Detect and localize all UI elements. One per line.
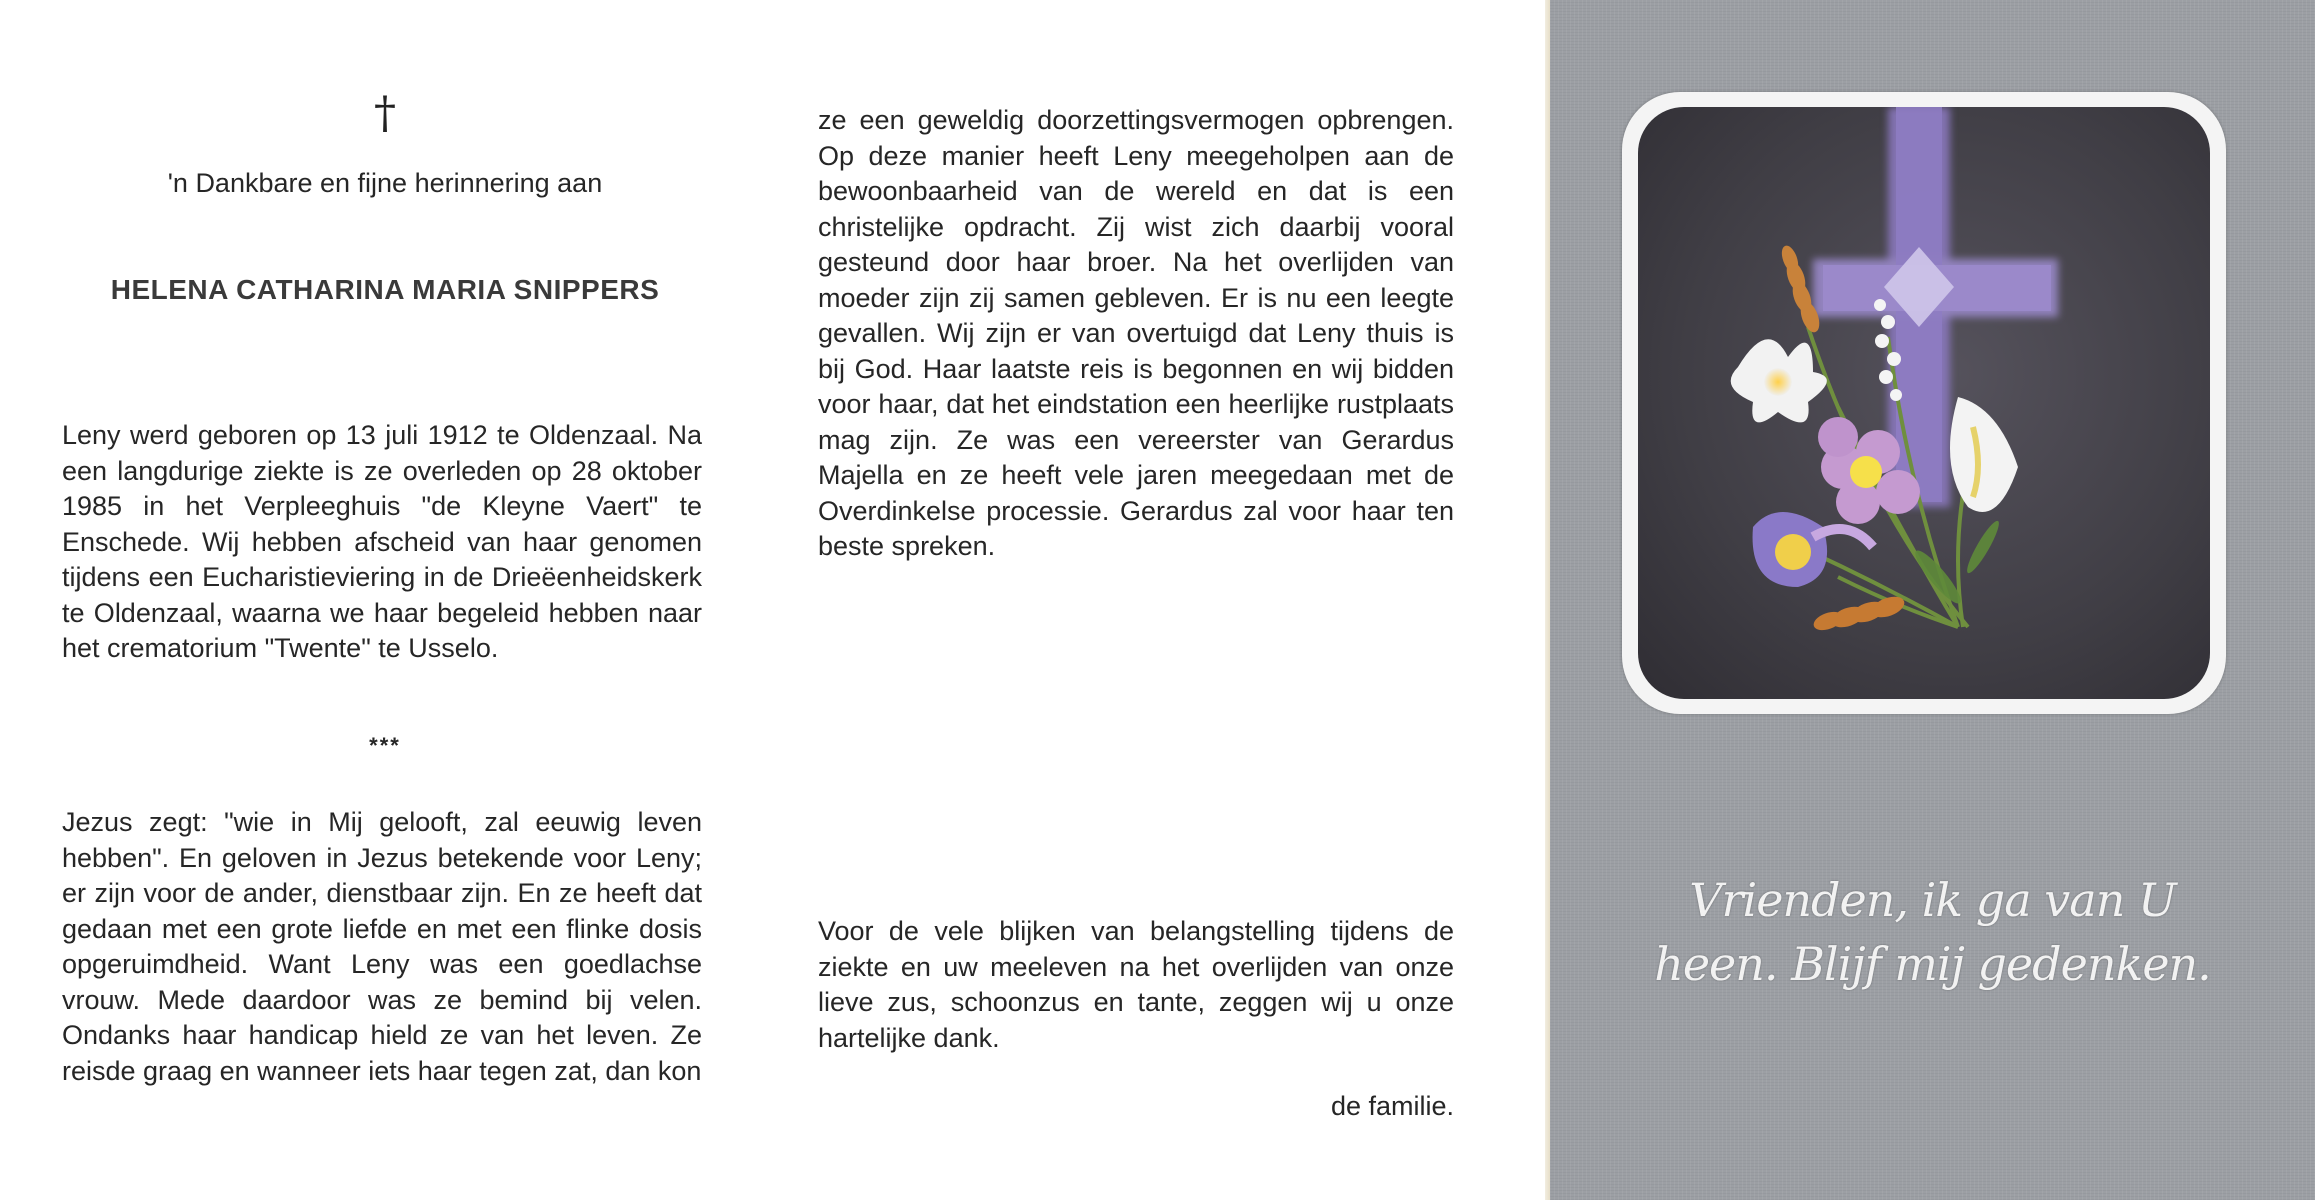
verse-line-1: Vrienden, ik ga van U (1689, 873, 2176, 927)
biography-paragraph: Leny werd geboren op 13 juli 1912 te Oldenzaal. Na een langdurige ziekte is ze overleden op 28 oktober 1985 in het Verpleeghuis "de Kleyne Vaert" te Enschede. Wij hebben afscheid van haar genomen tijdens een Eucharistieviering in de Drieëenheidskerk te Oldenzaal, waarna we haar begeleid hebben naar het crematorium "Twente" te Usselo. (62, 420, 702, 663)
section-separator: *** (369, 733, 401, 758)
signature: de familie. (1330, 1091, 1454, 1121)
cross-flowers-icon (1638, 107, 2210, 699)
continuation-paragraph: ze een geweldig doorzettingsvermogen opbrengen. Op deze manier heeft Leny meegeholpen aan de bewoonbaarheid van de wereld en dat is een christelijke opdracht. Zij wist zich daarbij vooral gesteund door haar broer. Na het overlijden van moeder zijn zij samen gebleven. Er is nu een leegte gevallen. Wij zijn er van overtuigd dat Leny thuis is bij God. Haar laatste reis is begonnen en wij bidden voor haar, dat het eindstation een heerlijke rustplaats mag zijn. Ze was een vereerster van Gerardus Majella en ze heeft vele jaren meegedaan met de Overdinkelse processie. Gerardus zal voor haar ten beste spreken. (818, 105, 1454, 561)
thanks-paragraph: Voor de vele blijken van belangstelling tijdens de ziekte en uw meeleven na het overlijden van onze lieve zus, schoonzus en tante, zeggen wij u onze hartelijke dank. (818, 916, 1454, 1053)
middle-page (770, 0, 1545, 1200)
left-page (0, 0, 770, 1200)
cross-and-flowers-illustration (1638, 107, 2210, 699)
deceased-name: HELENA CATHARINA MARIA SNIPPERS (110, 274, 660, 305)
card-front (1550, 0, 2315, 1200)
cross-icon: † (374, 88, 396, 139)
intro-line: 'n Dankbare en fijne herinnering aan (167, 168, 603, 198)
verse-line-2: heen. Blijf mij gedenken. (1654, 937, 2211, 991)
faith-paragraph: Jezus zegt: "wie in Mij gelooft, zal eeuwig leven hebben". En geloven in Jezus betekende voor Leny; er zijn voor de ander, dienstbaar zijn. En ze heeft dat gedaan met een grote liefde en met een flinke dosis opgeruimdheid. Want Leny was een goedlachse vrouw. Mede daardoor was ze bemind bij velen. Ondanks haar handicap hield ze van het leven. Ze reisde graag en wanneer iets haar tegen zat, dan kon (62, 807, 702, 1086)
